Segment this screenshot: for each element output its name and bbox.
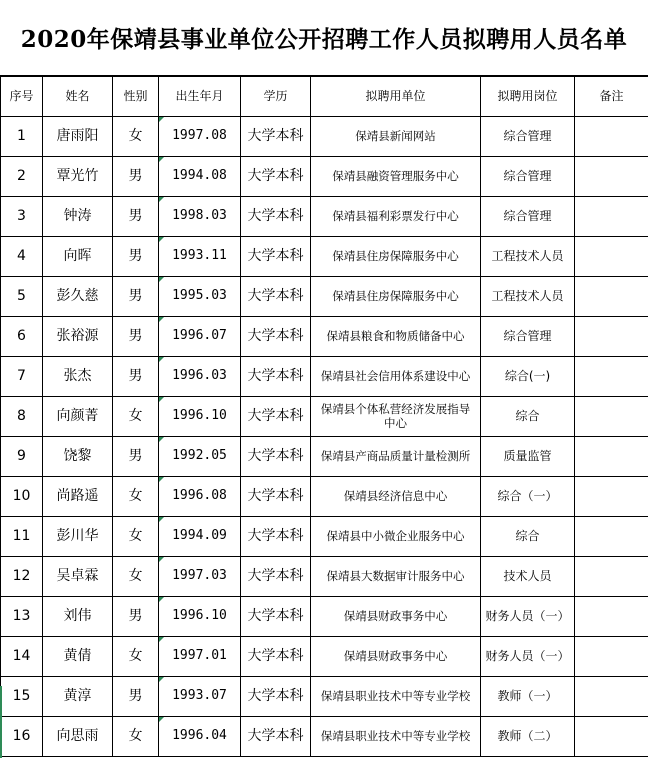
cell-gender[interactable]: [113, 357, 159, 397]
cell-birth[interactable]: [159, 477, 241, 517]
number-as-text-flag-icon: [159, 477, 164, 482]
cell-birth[interactable]: [159, 677, 241, 717]
cell-unit-text: 保靖县财政事务中心: [343, 648, 448, 663]
cell-remark[interactable]: [575, 637, 648, 677]
table-row: [1, 157, 648, 197]
table-row: [1, 677, 648, 717]
cell-gender-text: 男: [128, 328, 143, 345]
cell-education-text: 大学本科: [247, 528, 304, 545]
cell-name-text: 吴卓霖: [56, 568, 99, 585]
cell-gender-text: 男: [128, 248, 143, 265]
cell-no-text: 4: [17, 248, 26, 265]
cell-position[interactable]: [481, 557, 575, 597]
cell-education-text: 大学本科: [247, 248, 304, 265]
cell-education-text: 大学本科: [247, 648, 304, 665]
cell-no-text: 6: [17, 328, 26, 345]
number-as-text-flag-icon: [159, 437, 164, 442]
number-as-text-flag-icon: [159, 517, 164, 522]
cell-position-text: 综合管理: [503, 168, 552, 183]
cell-remark[interactable]: [575, 157, 648, 197]
cell-remark[interactable]: [575, 277, 648, 317]
cell-unit[interactable]: [311, 357, 481, 397]
cell-name[interactable]: [43, 397, 113, 437]
cell-unit-text: 保靖县个体私营经济发展指导中心: [320, 402, 471, 430]
cell-remark[interactable]: [575, 477, 648, 517]
cell-no-text: 16: [12, 728, 31, 745]
cell-name-text: 刘伟: [63, 608, 92, 625]
cell-birth-text: 1995.03: [172, 288, 227, 304]
cell-no-text: 3: [17, 208, 26, 225]
cell-education-text: 大学本科: [247, 488, 304, 505]
cell-position-text: 工程技术人员: [491, 248, 564, 263]
cell-birth[interactable]: [159, 637, 241, 677]
cell-name-text: 覃光竹: [56, 168, 99, 185]
cell-unit-text: 保靖县住房保障服务中心: [332, 288, 459, 303]
cell-unit-text: 保靖县中小微企业服务中心: [326, 528, 465, 543]
table-row: [1, 597, 648, 637]
cell-unit[interactable]: [311, 317, 481, 357]
table-row: [1, 477, 648, 517]
cell-name-text: 黄淳: [63, 688, 92, 705]
cell-name-text: 唐雨阳: [56, 128, 99, 145]
cell-education[interactable]: [241, 157, 311, 197]
number-as-text-flag-icon: [159, 277, 164, 282]
cell-birth[interactable]: [159, 317, 241, 357]
cell-remark[interactable]: [575, 517, 648, 557]
table-row: [1, 357, 648, 397]
cell-no[interactable]: [1, 317, 43, 357]
cell-name-text: 饶黎: [63, 448, 92, 465]
cell-no-text: 5: [17, 288, 26, 305]
cell-birth[interactable]: [159, 237, 241, 277]
cell-gender-text: 女: [128, 488, 143, 505]
cell-remark[interactable]: [575, 317, 648, 357]
cell-name[interactable]: [43, 317, 113, 357]
cell-gender-text: 男: [128, 288, 143, 305]
cell-birth[interactable]: [159, 397, 241, 437]
number-as-text-flag-icon: [159, 597, 164, 602]
cell-name[interactable]: [43, 237, 113, 277]
cell-position-text: 综合管理: [503, 208, 552, 223]
cell-birth-text: 1996.10: [172, 608, 227, 624]
page-title: 2020年保靖县事业单位公开招聘工作人员拟聘用人员名单: [0, 0, 648, 76]
cell-name[interactable]: [43, 477, 113, 517]
cell-birth-text: 1996.04: [172, 728, 227, 744]
cell-birth[interactable]: [159, 597, 241, 637]
cell-birth[interactable]: [159, 117, 241, 157]
cell-unit-text: 保靖县住房保障服务中心: [332, 248, 459, 263]
cell-name-text: 向思雨: [56, 728, 99, 745]
header-no: 序号: [1, 77, 43, 117]
cell-remark[interactable]: [575, 357, 648, 397]
table-row: [1, 197, 648, 237]
number-as-text-flag-icon: [159, 317, 164, 322]
cell-remark[interactable]: [575, 397, 648, 437]
cell-education-text: 大学本科: [247, 568, 304, 585]
table-row: [1, 117, 648, 157]
cell-position-text: 财务人员（一）: [485, 648, 570, 663]
cell-position[interactable]: [481, 637, 575, 677]
cell-gender[interactable]: [113, 317, 159, 357]
cell-no-text: 2: [17, 168, 26, 185]
cell-unit[interactable]: [311, 637, 481, 677]
cell-education[interactable]: [241, 197, 311, 237]
cell-birth[interactable]: [159, 197, 241, 237]
cell-position-text: 教师（二）: [497, 728, 558, 743]
number-as-text-flag-icon: [159, 237, 164, 242]
cell-birth-text: 1996.08: [172, 488, 227, 504]
cell-position-text: 质量监管: [503, 448, 552, 463]
cell-gender[interactable]: [113, 717, 159, 757]
cell-name-text: 向晖: [63, 248, 92, 265]
cell-gender[interactable]: [113, 437, 159, 477]
cell-position[interactable]: [481, 237, 575, 277]
cell-no-text: 9: [17, 448, 26, 465]
cell-position-text: 综合（一）: [497, 488, 558, 503]
cell-gender-text: 男: [128, 208, 143, 225]
cell-name[interactable]: [43, 637, 113, 677]
cell-birth-text: 1992.05: [172, 448, 227, 464]
cell-birth[interactable]: [159, 357, 241, 397]
cell-name[interactable]: [43, 357, 113, 397]
cell-name[interactable]: [43, 517, 113, 557]
cell-unit-text: 保靖县财政事务中心: [343, 608, 448, 623]
cell-unit[interactable]: [311, 717, 481, 757]
cell-no[interactable]: [1, 517, 43, 557]
cell-position-text: 综合(一): [504, 368, 551, 383]
cell-position-text: 教师（一）: [497, 688, 558, 703]
table-body: [1, 117, 648, 757]
cell-gender[interactable]: [113, 517, 159, 557]
hiring-list-table: [0, 76, 648, 757]
cell-unit[interactable]: [311, 237, 481, 277]
cell-no[interactable]: [1, 157, 43, 197]
cell-education[interactable]: [241, 277, 311, 317]
cell-gender-text: 男: [128, 368, 143, 385]
cell-remark[interactable]: [575, 677, 648, 717]
cell-remark[interactable]: [575, 717, 648, 757]
cell-education-text: 大学本科: [247, 168, 304, 185]
cell-position[interactable]: [481, 517, 575, 557]
cell-name-text: 张杰: [63, 368, 92, 385]
cell-education-text: 大学本科: [247, 208, 304, 225]
cell-unit[interactable]: [311, 677, 481, 717]
cell-unit[interactable]: [311, 157, 481, 197]
cell-education[interactable]: [241, 637, 311, 677]
header-name: 姓名: [43, 77, 113, 117]
cell-unit-text: 保靖县粮食和物质储备中心: [326, 328, 465, 343]
cell-name[interactable]: [43, 437, 113, 477]
cell-unit[interactable]: [311, 597, 481, 637]
cell-position[interactable]: [481, 597, 575, 637]
cell-no-text: 8: [17, 408, 26, 425]
cell-gender[interactable]: [113, 117, 159, 157]
cell-no[interactable]: [1, 117, 43, 157]
cell-education[interactable]: [241, 557, 311, 597]
cell-unit[interactable]: [311, 437, 481, 477]
cell-name[interactable]: [43, 157, 113, 197]
cell-birth[interactable]: [159, 437, 241, 477]
cell-position[interactable]: [481, 477, 575, 517]
cell-name[interactable]: [43, 597, 113, 637]
cell-gender[interactable]: [113, 157, 159, 197]
cell-unit-text: 保靖县新闻网站: [355, 128, 436, 143]
cell-no[interactable]: [1, 357, 43, 397]
cell-remark[interactable]: [575, 437, 648, 477]
cell-unit-text: 保靖县职业技术中等专业学校: [320, 688, 471, 703]
cell-no-text: 10: [12, 488, 31, 505]
cell-birth-text: 1994.08: [172, 168, 227, 184]
cell-education-text: 大学本科: [247, 608, 304, 625]
cell-no[interactable]: [1, 277, 43, 317]
cell-no[interactable]: [1, 597, 43, 637]
cell-name[interactable]: [43, 557, 113, 597]
table-row: [1, 317, 648, 357]
cell-position[interactable]: [481, 197, 575, 237]
cell-position-text: 工程技术人员: [491, 288, 564, 303]
cell-remark[interactable]: [575, 197, 648, 237]
cell-name-text: 钟涛: [63, 208, 92, 225]
table-row: [1, 397, 648, 437]
cell-birth[interactable]: [159, 557, 241, 597]
cell-unit-text: 保靖县产商品质量计量检测所: [320, 448, 471, 463]
cell-gender[interactable]: [113, 237, 159, 277]
cell-no[interactable]: [1, 477, 43, 517]
cell-gender[interactable]: [113, 597, 159, 637]
cell-name-text: 彭久慈: [56, 288, 99, 305]
cell-birth-text: 1996.03: [172, 368, 227, 384]
number-as-text-flag-icon: [159, 557, 164, 562]
cell-no[interactable]: [1, 437, 43, 477]
cell-position-text: 技术人员: [503, 568, 552, 583]
cell-no[interactable]: [1, 397, 43, 437]
cell-birth-text: 1993.11: [172, 248, 227, 264]
cell-education[interactable]: [241, 717, 311, 757]
cell-gender-text: 男: [128, 448, 143, 465]
cell-position-text: 综合管理: [503, 328, 552, 343]
cell-no[interactable]: [1, 557, 43, 597]
table-row: [1, 517, 648, 557]
number-as-text-flag-icon: [159, 717, 164, 722]
cell-unit-text: 保靖县大数据审计服务中心: [326, 568, 465, 583]
cell-name[interactable]: [43, 197, 113, 237]
cell-education[interactable]: [241, 677, 311, 717]
cell-gender[interactable]: [113, 477, 159, 517]
cell-unit-text: 保靖县经济信息中心: [343, 488, 448, 503]
table-row: [1, 437, 648, 477]
cell-name[interactable]: [43, 277, 113, 317]
cell-gender[interactable]: [113, 637, 159, 677]
cell-no-text: 14: [12, 648, 31, 665]
cell-unit[interactable]: [311, 397, 481, 437]
table-row: [1, 557, 648, 597]
cell-gender-text: 女: [128, 528, 143, 545]
cell-unit[interactable]: [311, 197, 481, 237]
cell-position[interactable]: [481, 117, 575, 157]
cell-gender[interactable]: [113, 557, 159, 597]
cell-no[interactable]: [1, 197, 43, 237]
cell-no-text: 13: [12, 608, 31, 625]
cell-education[interactable]: [241, 237, 311, 277]
cell-name-text: 彭川华: [56, 528, 99, 545]
cell-education-text: 大学本科: [247, 128, 304, 145]
cell-no[interactable]: [1, 717, 43, 757]
cell-unit[interactable]: [311, 517, 481, 557]
cell-no-text: 11: [12, 528, 31, 545]
cell-name[interactable]: [43, 717, 113, 757]
number-as-text-flag-icon: [159, 637, 164, 642]
header-gender: 性别: [113, 77, 159, 117]
cell-position[interactable]: [481, 677, 575, 717]
cell-gender-text: 女: [128, 728, 143, 745]
header-birth: 出生年月: [159, 77, 241, 117]
cell-unit-text: 保靖县福利彩票发行中心: [332, 208, 459, 223]
cell-position[interactable]: [481, 357, 575, 397]
cell-remark[interactable]: [575, 557, 648, 597]
cell-name-text: 尚路遥: [56, 488, 99, 505]
cell-gender[interactable]: [113, 277, 159, 317]
cell-education-text: 大学本科: [247, 408, 304, 425]
cell-position[interactable]: [481, 157, 575, 197]
cell-position[interactable]: [481, 277, 575, 317]
cell-education[interactable]: [241, 437, 311, 477]
cell-education[interactable]: [241, 317, 311, 357]
number-as-text-flag-icon: [159, 677, 164, 682]
cell-education-text: 大学本科: [247, 368, 304, 385]
cell-name[interactable]: [43, 117, 113, 157]
cell-remark[interactable]: [575, 597, 648, 637]
cell-no[interactable]: [1, 677, 43, 717]
cell-birth[interactable]: [159, 717, 241, 757]
cell-position[interactable]: [481, 437, 575, 477]
cell-education-text: 大学本科: [247, 448, 304, 465]
cell-education-text: 大学本科: [247, 328, 304, 345]
cell-education[interactable]: [241, 597, 311, 637]
number-as-text-flag-icon: [159, 117, 164, 122]
cell-education-text: 大学本科: [247, 728, 304, 745]
number-as-text-flag-icon: [159, 357, 164, 362]
cell-education[interactable]: [241, 357, 311, 397]
cell-name-text: 向颜菁: [56, 408, 99, 425]
cell-education-text: 大学本科: [247, 288, 304, 305]
cell-unit[interactable]: [311, 477, 481, 517]
number-as-text-flag-icon: [159, 397, 164, 402]
cell-position-text: 综合管理: [503, 128, 552, 143]
row-selection-marker: [0, 686, 2, 758]
cell-no-text: 15: [12, 688, 31, 705]
cell-gender-text: 男: [128, 168, 143, 185]
cell-no-text: 1: [17, 128, 26, 145]
cell-birth-text: 1993.07: [172, 688, 227, 704]
cell-birth-text: 1996.07: [172, 328, 227, 344]
cell-unit[interactable]: [311, 117, 481, 157]
cell-birth[interactable]: [159, 157, 241, 197]
cell-position-text: 财务人员（一）: [485, 608, 570, 623]
cell-unit[interactable]: [311, 277, 481, 317]
cell-education-text: 大学本科: [247, 688, 304, 705]
cell-unit-text: 保靖县融资管理服务中心: [332, 168, 459, 183]
cell-gender-text: 女: [128, 128, 143, 145]
number-as-text-flag-icon: [159, 197, 164, 202]
cell-gender-text: 女: [128, 568, 143, 585]
cell-birth-text: 1997.08: [172, 128, 227, 144]
cell-gender-text: 男: [128, 608, 143, 625]
cell-position-text: 综合: [515, 408, 540, 423]
cell-birth-text: 1997.01: [172, 648, 227, 664]
header-remark: 备注: [575, 77, 648, 117]
cell-no[interactable]: [1, 237, 43, 277]
cell-education[interactable]: [241, 517, 311, 557]
cell-education[interactable]: [241, 477, 311, 517]
table-row: [1, 277, 648, 317]
cell-position[interactable]: [481, 717, 575, 757]
cell-unit[interactable]: [311, 557, 481, 597]
cell-unit-text: 保靖县社会信用体系建设中心: [320, 368, 471, 383]
cell-gender-text: 女: [128, 648, 143, 665]
header-unit: 拟聘用单位: [311, 77, 481, 117]
cell-gender-text: 男: [128, 688, 143, 705]
header-education: 学历: [241, 77, 311, 117]
cell-name-text: 张裕源: [56, 328, 99, 345]
cell-name[interactable]: [43, 677, 113, 717]
cell-gender-text: 女: [128, 408, 143, 425]
cell-education[interactable]: [241, 397, 311, 437]
cell-birth[interactable]: [159, 517, 241, 557]
cell-unit-text: 保靖县职业技术中等专业学校: [320, 728, 471, 743]
number-as-text-flag-icon: [159, 157, 164, 162]
cell-no[interactable]: [1, 637, 43, 677]
cell-remark[interactable]: [575, 237, 648, 277]
table-row: [1, 637, 648, 677]
cell-no-text: 12: [12, 568, 31, 585]
cell-birth-text: 1997.03: [172, 568, 227, 584]
cell-gender[interactable]: [113, 397, 159, 437]
cell-birth[interactable]: [159, 277, 241, 317]
header-position: 拟聘用岗位: [481, 77, 575, 117]
cell-name-text: 黄倩: [63, 648, 92, 665]
cell-position-text: 综合: [515, 528, 540, 543]
cell-gender[interactable]: [113, 677, 159, 717]
table-row: [1, 717, 648, 757]
cell-birth-text: 1994.09: [172, 528, 227, 544]
cell-birth-text: 1996.10: [172, 408, 227, 424]
table-header-row: [1, 77, 648, 117]
table-row: [1, 237, 648, 277]
cell-no-text: 7: [17, 368, 26, 385]
cell-position[interactable]: [481, 397, 575, 437]
cell-birth-text: 1998.03: [172, 208, 227, 224]
cell-education[interactable]: [241, 117, 311, 157]
cell-position[interactable]: [481, 317, 575, 357]
cell-remark[interactable]: [575, 117, 648, 157]
cell-gender[interactable]: [113, 197, 159, 237]
